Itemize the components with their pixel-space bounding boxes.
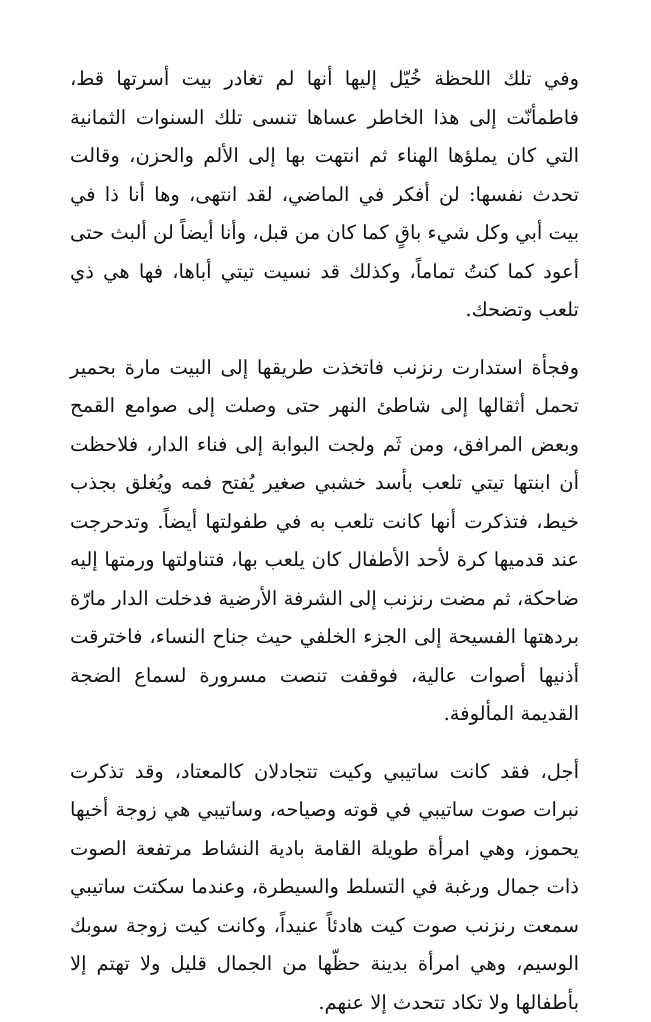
paragraph-3: أجل، فقد كانت ساتيبي وكيت تتجادلان كالمعتاد، وقد تذكرت نبرات صوت ساتيبي في قوته وصياحه، وساتيبي هي زوجة أخيها يحموز، وهي امرأة طويلة القامة بادية النشاط مرتفعة الصوت ذات جمال ورغبة في التسلط والسيطرة، وعندما سكتت ساتيبي سمعت رنزنب صوت كيت هادئاً عنيداً، وكانت كيت زوجة سوبك الوسيم، وهي امرأة بدينة حظّها من الجمال قليل ولا تهتم إلا بأطفالها ولا تكاد تتحدث إلا عنهم.	[70, 753, 579, 1022]
paragraph-2: وفجأة استدارت رنزنب فاتخذت طريقها إلى البيت مارة بحمير تحمل أثقالها إلى شاطئ النهر حتى وصلت إلى صوامع القمح وبعض المرافق، ومن ثَم ولجت البوابة إلى فناء الدار، فلاحظت أن ابنتها تيتي تلعب بأسد خشبي صغير يُفتح فمه ويُغلق بجذب خيط، فتذكرت أنها كانت تلعب به في طفولتها أيضاً. وتدحرجت عند قدميها كرة لأحد الأطفال كان يلعب بها، فتناولتها ورمتها إليه ضاحكة، ثم مضت رنزنب إلى الشرفة الأرضية فدخلت الدار مارّة بردهتها الفسيحة إلى الجزء الخلفي حيث جناح النساء، فاخترقت أذنيها أصوات عالية، فوقفت تنصت مسرورة لسماع الضجة القديمة المألوفة.	[70, 349, 579, 734]
paragraph-1: وفي تلك اللحظة خُيّل إليها أنها لم تغادر بيت أسرتها قط، فاطمأنّت إلى هذا الخاطر عساها تنسى تلك السنوات الثمانية التي كان يملؤها الهناء ثم انتهت بها إلى الألم والحزن، وقالت تحدث نفسها: لن أفكر في الماضي، لقد انتهى، وها أنا ذا في بيت أبي وكل شيء باقٍ كما كان من قبل، وأنا أيضاً لن ألبث حتى أعود كما كنتُ تماماً، وكذلك قد نسيت تيتي أباها، فها هي ذي تلعب وتضحك.	[70, 60, 579, 330]
